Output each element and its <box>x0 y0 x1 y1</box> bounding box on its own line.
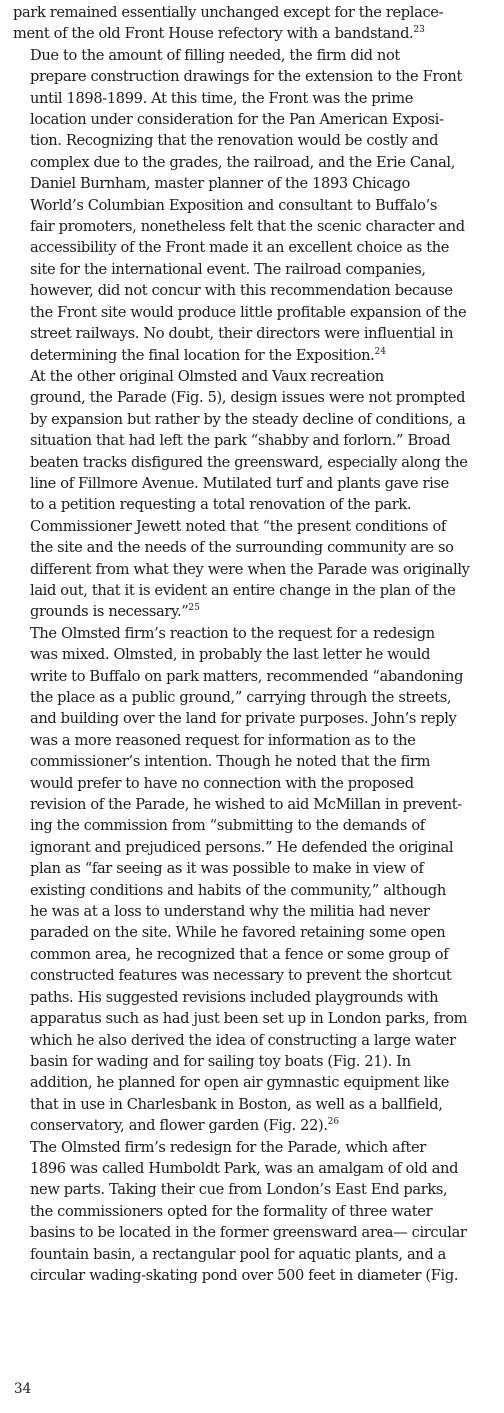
text-line <box>13 130 497 151</box>
line-text: constructed features was necessary to prevent the shortcut <box>30 967 452 985</box>
line-text: laid out, that it is evident an entire change in the plan of the <box>30 581 456 599</box>
text-line <box>13 152 497 173</box>
text-line <box>13 430 497 451</box>
text-column <box>13 2 497 1286</box>
paragraph <box>13 45 497 366</box>
line-text: he was at a loss to understand why the militia had never <box>30 903 430 921</box>
text-line <box>13 237 497 258</box>
text-line <box>13 1051 497 1072</box>
text-line <box>13 1072 497 1093</box>
line-text: commissioner’s intention. Though he noted that the firm <box>30 753 431 771</box>
line-text: different from what they were when the Parade was originally <box>30 560 470 578</box>
line-text: At the other original Olmsted and Vaux recreation <box>30 367 384 385</box>
line-text: 1896 was called Humboldt Park, was an amalgam of old and <box>30 1159 459 1177</box>
text-line <box>13 773 497 794</box>
text-line <box>13 730 497 751</box>
line-text: grounds is necessary.” <box>30 603 189 621</box>
text-line <box>13 1179 497 1200</box>
text-line <box>13 387 497 408</box>
text-line <box>13 66 497 87</box>
text-line <box>13 858 497 879</box>
text-line <box>13 922 497 943</box>
line-text: Daniel Burnham, master planner of the 1893 Chicago <box>30 175 410 193</box>
line-text: The Olmsted firm’s reaction to the request for a redesign <box>30 624 435 642</box>
text-line <box>13 794 497 815</box>
text-line <box>13 666 497 687</box>
text-line <box>13 944 497 965</box>
line-text: the Front site would produce little profitable expansion of the <box>30 303 467 321</box>
footnote-ref: 26 <box>327 1117 340 1128</box>
line-text: situation that had left the park “shabby and forlorn.” Broad <box>30 432 451 450</box>
text-line <box>13 516 497 537</box>
text-line <box>13 965 497 986</box>
line-text: site for the international event. The railroad companies, <box>30 260 426 278</box>
text-line <box>13 1158 497 1179</box>
text-line <box>13 987 497 1008</box>
line-text: line of Fillmore Avenue. Mutilated turf and plants gave rise <box>30 474 449 492</box>
footnote-ref: 25 <box>188 603 200 614</box>
text-line <box>13 45 497 66</box>
line-text: would prefer to have no connection with the proposed <box>30 774 414 792</box>
line-text: existing conditions and habits of the community,” although <box>30 881 446 899</box>
line-text: ground, the Parade (Fig. 5), design issues were not prompted <box>30 389 466 407</box>
paragraph <box>13 366 497 623</box>
text-line <box>13 1201 497 1222</box>
line-text: paraded on the site. While he favored retaining some open <box>30 924 446 942</box>
text-line <box>13 195 497 216</box>
text-line <box>13 687 497 708</box>
line-text: Commissioner Jewett noted that “the present conditions of <box>30 517 446 535</box>
text-line <box>13 1008 497 1029</box>
text-line <box>13 2 497 23</box>
line-text: conservatory, and flower garden (Fig. 22). <box>30 1117 328 1135</box>
line-text: plan as “far seeing as it was possible to make in view of <box>30 860 424 878</box>
line-text: fair promoters, nonetheless felt that the scenic character and <box>30 218 465 236</box>
footnote-ref: 24 <box>374 346 386 357</box>
text-line <box>13 580 497 601</box>
line-text: location under consideration for the Pan American Exposi- <box>30 111 444 129</box>
text-line <box>13 409 497 430</box>
page-number: 34 <box>14 1381 32 1397</box>
line-text: World’s Columbian Exposition and consultant to Buffalo’s <box>30 196 438 214</box>
text-line <box>13 1222 497 1243</box>
line-text: beaten tracks disfigured the greensward, especially along the <box>30 453 468 471</box>
line-text: ignorant and prejudiced persons.” He defended the original <box>30 838 454 856</box>
line-text: the place as a public ground,” carrying through the streets, <box>30 689 452 706</box>
text-line <box>13 366 497 387</box>
line-text: new parts. Taking their cue from London’s East End parks, <box>30 1181 448 1199</box>
line-text: common area, he recognized that a fence or some group of <box>30 945 449 963</box>
line-text: complex due to the grades, the railroad, and the Erie Canal, <box>30 153 456 171</box>
text-line <box>13 1137 497 1158</box>
line-text: park remained essentially unchanged except for the replace- <box>13 4 444 21</box>
text-line <box>13 815 497 836</box>
line-text: circular wading-skating pond over 500 feet in diameter (Fig. <box>30 1266 459 1284</box>
text-line <box>13 1030 497 1051</box>
text-line <box>13 452 497 473</box>
text-line <box>13 173 497 194</box>
line-text: The Olmsted firm’s redesign for the Parade, which after <box>30 1138 426 1156</box>
line-text: paths. His suggested revisions included playgrounds with <box>30 988 439 1006</box>
line-text: until 1898-1899. At this time, the Front was the prime <box>30 89 414 107</box>
text-line <box>13 494 497 515</box>
text-line <box>13 216 497 237</box>
line-text: accessibility of the Front made it an excellent choice as the <box>30 239 450 257</box>
paragraph <box>13 2 497 45</box>
text-line <box>13 88 497 109</box>
text-line <box>13 644 497 665</box>
line-text: addition, he planned for open air gymnastic equipment like <box>30 1074 450 1092</box>
line-text: write to Buffalo on park matters, recommended “abandoning <box>30 667 464 685</box>
text-line <box>13 751 497 772</box>
line-text: determining the final location for the Exposition. <box>30 346 375 364</box>
paragraph <box>13 623 497 1137</box>
text-line <box>13 537 497 558</box>
line-text: apparatus such as had just been set up in London parks, from <box>30 1010 468 1028</box>
line-text: Due to the amount of filling needed, the firm did not <box>30 46 400 64</box>
text-line <box>13 601 497 622</box>
line-text: basin for wading and for sailing toy boats (Fig. 21). In <box>30 1052 411 1070</box>
paragraph <box>13 1137 497 1287</box>
line-text: by expansion but rather by the steady decline of conditions, a <box>30 410 466 428</box>
text-line <box>13 302 497 323</box>
text-line <box>13 345 497 366</box>
text-line <box>13 1265 497 1286</box>
line-text: ing the commission from “submitting to the demands of <box>30 817 425 835</box>
text-line <box>13 901 497 922</box>
text-line <box>13 259 497 280</box>
text-line <box>13 559 497 580</box>
text-line <box>13 323 497 344</box>
line-text: and building over the land for private purposes. John’s reply <box>30 710 457 728</box>
line-text: fountain basin, a rectangular pool for aquatic plants, and a <box>30 1245 446 1263</box>
line-text: basins to be located in the former greensward area— circular <box>30 1224 467 1242</box>
text-line <box>13 1115 497 1136</box>
line-text: street railways. No doubt, their directors were influential in <box>30 325 454 343</box>
text-line <box>13 473 497 494</box>
line-text: the commissioners opted for the formality of three water <box>30 1202 433 1220</box>
text-line <box>13 1244 497 1265</box>
line-text: tion. Recognizing that the renovation would be costly and <box>30 132 439 150</box>
line-text: that in use in Charlesbank in Boston, as well as a ballfield, <box>30 1095 443 1113</box>
text-line <box>13 708 497 729</box>
line-text: to a petition requesting a total renovation of the park. <box>30 496 412 514</box>
footnote-ref: 23 <box>413 25 425 36</box>
text-line <box>13 109 497 130</box>
line-text: was a more reasoned request for information as to the <box>30 731 416 749</box>
text-line <box>13 23 497 44</box>
text-line <box>13 280 497 301</box>
line-text: prepare construction drawings for the extension to the Front <box>30 68 462 86</box>
line-text: the site and the needs of the surrounding community are so <box>30 539 454 557</box>
text-line <box>13 880 497 901</box>
text-line <box>13 623 497 644</box>
line-text: however, did not concur with this recommendation because <box>30 282 453 300</box>
text-line <box>13 1094 497 1115</box>
line-text: was mixed. Olmsted, in probably the last letter he would <box>30 646 431 664</box>
line-text: ment of the old Front House refectory with a bandstand. <box>13 25 414 43</box>
line-text: which he also derived the idea of constructing a large water <box>30 1031 456 1049</box>
line-text: revision of the Parade, he wished to aid McMillan in prevent- <box>30 796 462 814</box>
text-line <box>13 837 497 858</box>
